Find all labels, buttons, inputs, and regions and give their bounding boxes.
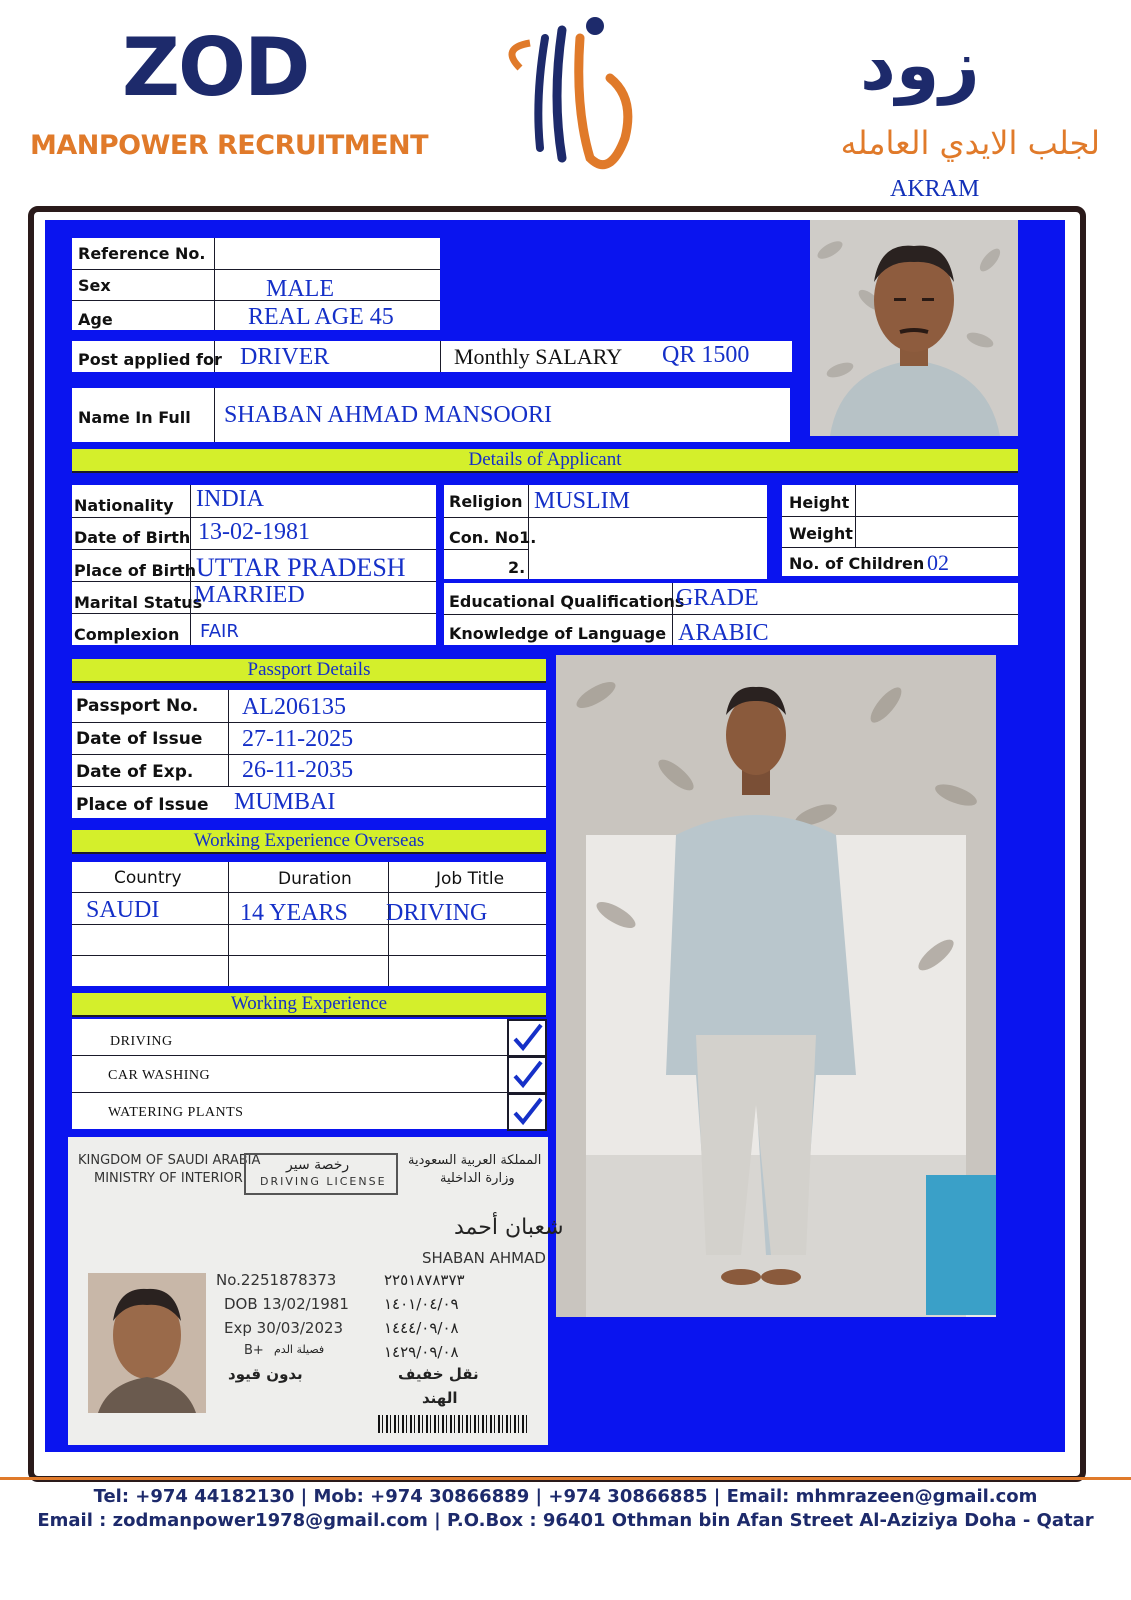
- education-label: Educational Qualifications: [449, 592, 685, 611]
- complexion-value: FAIR: [200, 621, 239, 642]
- license-name-en: SHABAN AHMAD: [422, 1249, 546, 1267]
- pob-label: Place of Birth: [74, 561, 197, 580]
- overseas-col-duration: Duration: [278, 869, 352, 889]
- contact1-label: Con. No1.: [449, 528, 537, 547]
- age-label: Age: [78, 310, 113, 329]
- marital-value: MARRIED: [194, 582, 305, 608]
- license-type-ar: رخصة سير: [286, 1157, 350, 1173]
- passport-exp-value: 26-11-2035: [242, 757, 354, 783]
- applicant-full-body-photo: [556, 655, 996, 1317]
- experience-heading-bar: [72, 993, 546, 1017]
- passport-place-value: MUMBAI: [234, 789, 336, 815]
- overseas-heading-bar: [72, 830, 546, 854]
- children-label: No. of Children: [789, 554, 925, 573]
- license-barcode: [378, 1415, 528, 1433]
- dob-label: Date of Birth: [74, 528, 191, 547]
- salary-label: Monthly SALARY: [454, 344, 623, 369]
- license-country: KINGDOM OF SAUDI ARABIA: [78, 1153, 261, 1168]
- license-expiry: Exp 30/03/2023: [224, 1319, 344, 1337]
- license-dob: DOB 13/02/1981: [224, 1295, 349, 1313]
- license-photo: [88, 1273, 206, 1413]
- children-value: 02: [927, 550, 949, 575]
- religion-value: MUSLIM: [534, 488, 631, 514]
- contact2-label: 2.: [508, 558, 526, 577]
- name-label: Name In Full: [78, 408, 191, 427]
- language-value: ARABIC: [678, 620, 769, 646]
- salary-value: QR 1500: [662, 342, 750, 368]
- license-name-ar: شعبان أحمد: [454, 1215, 564, 1240]
- nationality-value: INDIA: [196, 486, 264, 512]
- reference-label: Reference No.: [78, 244, 206, 263]
- skill-item-watering-plants: WATERING PLANTS: [108, 1105, 244, 1120]
- overseas-col-country: Country: [114, 868, 182, 888]
- skill-item-driving: DRIVING: [110, 1034, 173, 1049]
- details-heading-bar: [72, 449, 1018, 473]
- passport-issue-value: 27-11-2025: [242, 726, 354, 752]
- footer-contact-line-1: Tel: +974 44182130 | Mob: +974 30866889 | +974 30866885 | Email: mhmrazeen@gmail.com: [93, 1486, 1038, 1507]
- details-heading: Details of Applicant: [468, 449, 622, 470]
- passport-issue-label: Date of Issue: [76, 729, 203, 749]
- license-ministry: MINISTRY OF INTERIOR: [94, 1171, 243, 1186]
- marital-label: Marital Status: [74, 593, 203, 612]
- skill-check-icon: [507, 1093, 547, 1131]
- brand-arabic-subtitle: لجلب الايدي العامله: [840, 124, 1100, 162]
- complexion-label: Complexion: [74, 625, 180, 644]
- sex-label: Sex: [78, 276, 111, 295]
- weight-label: Weight: [789, 524, 853, 543]
- age-value: REAL AGE 45: [248, 304, 394, 330]
- skill-item-car-washing: CAR WASHING: [108, 1068, 211, 1083]
- passport-no-label: Passport No.: [76, 696, 199, 716]
- passport-no-value: AL206135: [242, 694, 346, 720]
- license-number: No.2251878373: [216, 1271, 337, 1289]
- license-ministry-ar: وزارة الداخلية: [440, 1171, 515, 1186]
- brand-logo-text: ZOD: [122, 21, 309, 114]
- license-type-box: [244, 1153, 398, 1195]
- language-label: Knowledge of Language: [449, 624, 667, 643]
- brand-arabic-logo: زود: [860, 24, 980, 106]
- brand-subtitle: MANPOWER RECRUITMENT: [30, 130, 429, 161]
- license-dob-ar: ١٤٠١/٠٤/٠٩: [384, 1295, 459, 1313]
- nationality-label: Nationality: [74, 496, 174, 515]
- applicant-portrait-photo: [810, 220, 1018, 436]
- pob-value: UTTAR PRADESH: [196, 553, 406, 582]
- skill-check-icon: [507, 1019, 547, 1057]
- overseas-row-job: DRIVING: [386, 900, 488, 926]
- license-country-ar: المملكة العربية السعودية: [408, 1153, 542, 1168]
- brand-emblem-icon: [500, 8, 660, 178]
- overseas-col-job: Job Title: [436, 869, 505, 889]
- license-expiry-ar: ١٤٤٤/٠٩/٠٨: [384, 1319, 459, 1337]
- skill-check-icon: [507, 1056, 547, 1094]
- agent-name: AKRAM: [890, 176, 980, 202]
- overseas-heading: Working Experience Overseas: [193, 830, 425, 851]
- license-issue-ar: ١٤٢٩/٠٩/٠٨: [384, 1343, 459, 1361]
- license-number-ar: ٢٢٥١٨٧٨٣٧٣: [384, 1271, 465, 1289]
- license-class-ar: نقل خفيف: [398, 1365, 479, 1383]
- footer-contact-line-2: Email : zodmanpower1978@gmail.com | P.O.Box : 96401 Othman bin Afan Street Al-Aziziya Doha - Qatar: [37, 1510, 1094, 1531]
- post-value: DRIVER: [240, 344, 330, 370]
- experience-heading: Working Experience: [230, 993, 388, 1014]
- height-label: Height: [789, 493, 850, 512]
- driving-license-card: [68, 1137, 564, 1445]
- passport-exp-label: Date of Exp.: [76, 762, 194, 782]
- footer-divider: [0, 1477, 1131, 1480]
- overseas-row-country: SAUDI: [86, 897, 160, 923]
- passport-heading: Passport Details: [247, 659, 371, 680]
- name-value: SHABAN AHMAD MANSOORI: [224, 402, 553, 428]
- license-type-en: DRIVING LICENSE: [260, 1175, 387, 1188]
- post-label: Post applied for: [78, 350, 222, 369]
- passport-heading-bar: [72, 659, 546, 683]
- education-value: GRADE: [676, 585, 759, 611]
- passport-place-label: Place of Issue: [76, 795, 209, 815]
- license-blood: B+: [244, 1343, 264, 1358]
- religion-label: Religion: [449, 492, 523, 511]
- license-blood-label-ar: فصيلة الدم: [274, 1343, 325, 1356]
- sex-value: MALE: [266, 276, 334, 302]
- overseas-row-duration: 14 YEARS: [240, 900, 348, 926]
- license-nationality-ar: الهند: [422, 1389, 458, 1407]
- dob-value: 13-02-1981: [198, 519, 310, 545]
- license-restriction-ar: بدون قيود: [228, 1365, 303, 1383]
